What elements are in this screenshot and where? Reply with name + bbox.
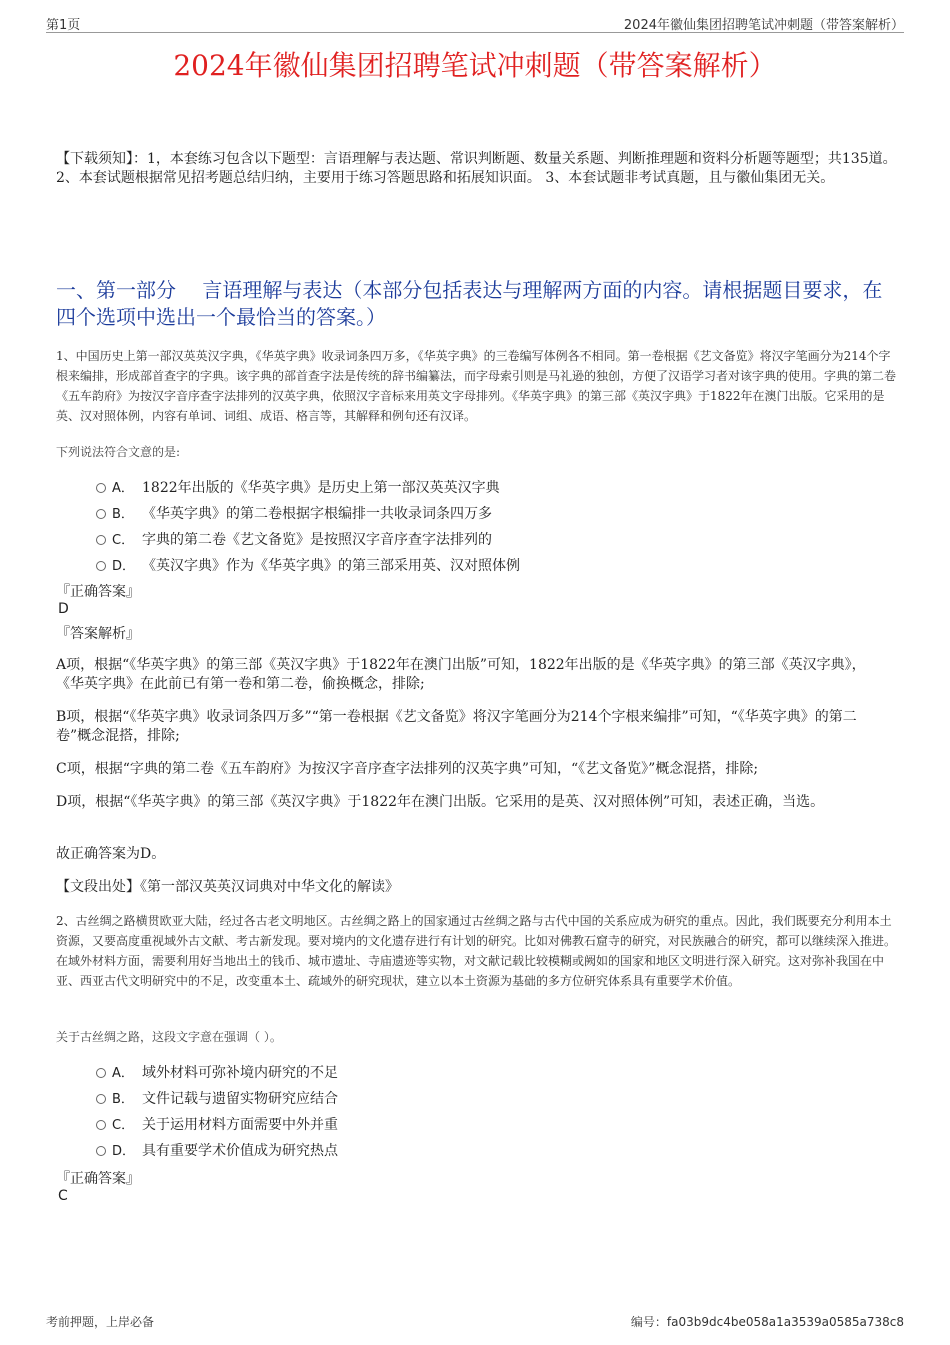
q2-option-d[interactable]: D． 具有重要学术价值成为研究热点 bbox=[96, 1140, 338, 1160]
q1-answer-label: 『正确答案』 bbox=[56, 584, 140, 600]
radio-icon[interactable] bbox=[96, 1146, 106, 1156]
q2-option-a[interactable]: A． 域外材料可弥补境内研究的不足 bbox=[96, 1062, 338, 1082]
q1-option-c[interactable]: C． 字典的第二卷《艺文备览》是按照汉字音序查字法排列的 bbox=[96, 529, 492, 549]
q2-answer-label: 『正确答案』 bbox=[56, 1171, 140, 1187]
page-header bbox=[46, 14, 904, 33]
radio-icon[interactable] bbox=[96, 509, 106, 519]
q1-analysis-b: B项，根据“《华英字典》收录词条四万多”“第一卷根据《艺文备览》将汉字笔画分为214个字根来编排”可知，“《华英字典》的第二卷”概念混搭，排除; bbox=[56, 709, 857, 744]
q1-analysis-label: 『答案解析』 bbox=[56, 626, 140, 642]
radio-icon[interactable] bbox=[96, 535, 106, 545]
radio-icon[interactable] bbox=[96, 1120, 106, 1130]
radio-icon[interactable] bbox=[96, 1068, 106, 1078]
page-number: 第1页 bbox=[46, 18, 81, 33]
q1-analysis-a: A项，根据“《华英字典》的第三部《英汉字典》于1822年在澳门出版”可知，1822年出版的是《华英字典》的第三部《英汉字典》，《华英字典》在此前已有第一卷和第二卷，偷换概念，排除; bbox=[56, 657, 866, 692]
q2-passage: 2、古丝绸之路横贯欧亚大陆，经过各古老文明地区。古丝绸之路上的国家通过古丝绸之路与古代中国的关系应成为研究的重点。因此，我们既要充分利用本土资源，又要高度重视域外古文献、考古新发现。要对境内的文化遗存进行有计划的研究。比如对佛教石窟寺的研究，对民族融合的研究，都可以继续深入推进。在域外材料方面，需要利用好当地出土的钱币、城市遗址、寺庙遗迹等实物，对文献记载比较模糊或阙如的国家和地区文明进行深入研究。这对弥补我国在中亚、西亚古代文明研究中的不足，改变重本土、疏域外的研究现状，建立以本土资源为基础的多方位研究体系具有重要学术价值。 bbox=[56, 914, 897, 988]
q2-option-c[interactable]: C． 关于运用材料方面需要中外并重 bbox=[96, 1114, 338, 1134]
q1-conclusion: 故正确答案为D。 bbox=[56, 846, 166, 862]
q1-option-b[interactable]: B． 《华英字典》的第二卷根据字根编排一共收录词条四万多 bbox=[96, 503, 492, 523]
q2-question: 关于古丝绸之路，这段文字意在强调（ ）。 bbox=[56, 1030, 282, 1044]
q2-answer: C bbox=[58, 1188, 68, 1204]
q1-option-d[interactable]: D． 《英汉字典》作为《华英字典》的第三部采用英、汉对照体例 bbox=[96, 555, 520, 575]
radio-icon[interactable] bbox=[96, 1094, 106, 1104]
radio-icon[interactable] bbox=[96, 561, 106, 571]
section-heading: 一、第一部分 言语理解与表达（本部分包括表达与理解两方面的内容。请根据题目要求，在四个选项中选出一个最恰当的答案。） bbox=[56, 278, 883, 329]
q1-question: 下列说法符合文意的是: bbox=[56, 445, 181, 459]
radio-icon[interactable] bbox=[96, 483, 106, 493]
q1-analysis-d: D项，根据“《华英字典》的第三部《英汉字典》于1822年在澳门出版。它采用的是英、汉对照体例”可知，表述正确，当选。 bbox=[56, 794, 825, 810]
q2-option-b[interactable]: B． 文件记载与遗留实物研究应结合 bbox=[96, 1088, 338, 1108]
q1-option-a[interactable]: A． 1822年出版的《华英字典》是历史上第一部汉英英汉字典 bbox=[96, 477, 500, 497]
header-doc-title: 2024年徽仙集团招聘笔试冲刺题（带答案解析） bbox=[623, 18, 904, 33]
download-notice: 【下载须知】：1，本套练习包含以下题型：言语理解与表达题、常识判断题、数量关系题、判断推理题和资料分析题等题型；共135道。 2、本套试题根据常见招考题总结归纳，主要用于练习答题思路和拓展知识面。 3、本套试题非考试真题，且与徽仙集团无关。 bbox=[56, 151, 897, 186]
footer-doc-id: 编号：fa03b9dc4be058a1a3539a0585a738c8 bbox=[630, 1315, 904, 1329]
page-title: 2024年徽仙集团招聘笔试冲刺题（带答案解析） bbox=[173, 49, 777, 82]
q1-answer: D bbox=[58, 601, 69, 617]
q1-source: 【文段出处】《第一部汉英英汉词典对中华文化的解读》 bbox=[56, 879, 399, 895]
footer-slogan: 考前押题，上岸必备 bbox=[46, 1315, 155, 1329]
q1-passage: 1、中国历史上第一部汉英英汉字典，《华英字典》收录词条四万多，《华英字典》的三卷编写体例各不相同。第一卷根据《艺文备览》将汉字笔画分为214个字根来编排，形成部首查字的字典。该字典的部首查字法是传统的辞书编纂法，而字母索引则是马礼逊的独创，方便了汉语学习者对该字典的使用。字典的第二卷《五车韵府》为按汉字音序查字法排列的汉英字典，依照汉字音标来用英文字母排列。《华英字典》的第三部《英汉字典》于1822年在澳门出版。它采用的是英、汉对照体例，内容有单词、词组、成语、格言等，其解释和例句还有汉译。 bbox=[56, 349, 897, 423]
q1-analysis-c: C项，根据“字典的第二卷《五车韵府》为按汉字音序查字法排列的汉英字典”可知，“《艺文备览》”概念混搭，排除; bbox=[56, 761, 759, 777]
